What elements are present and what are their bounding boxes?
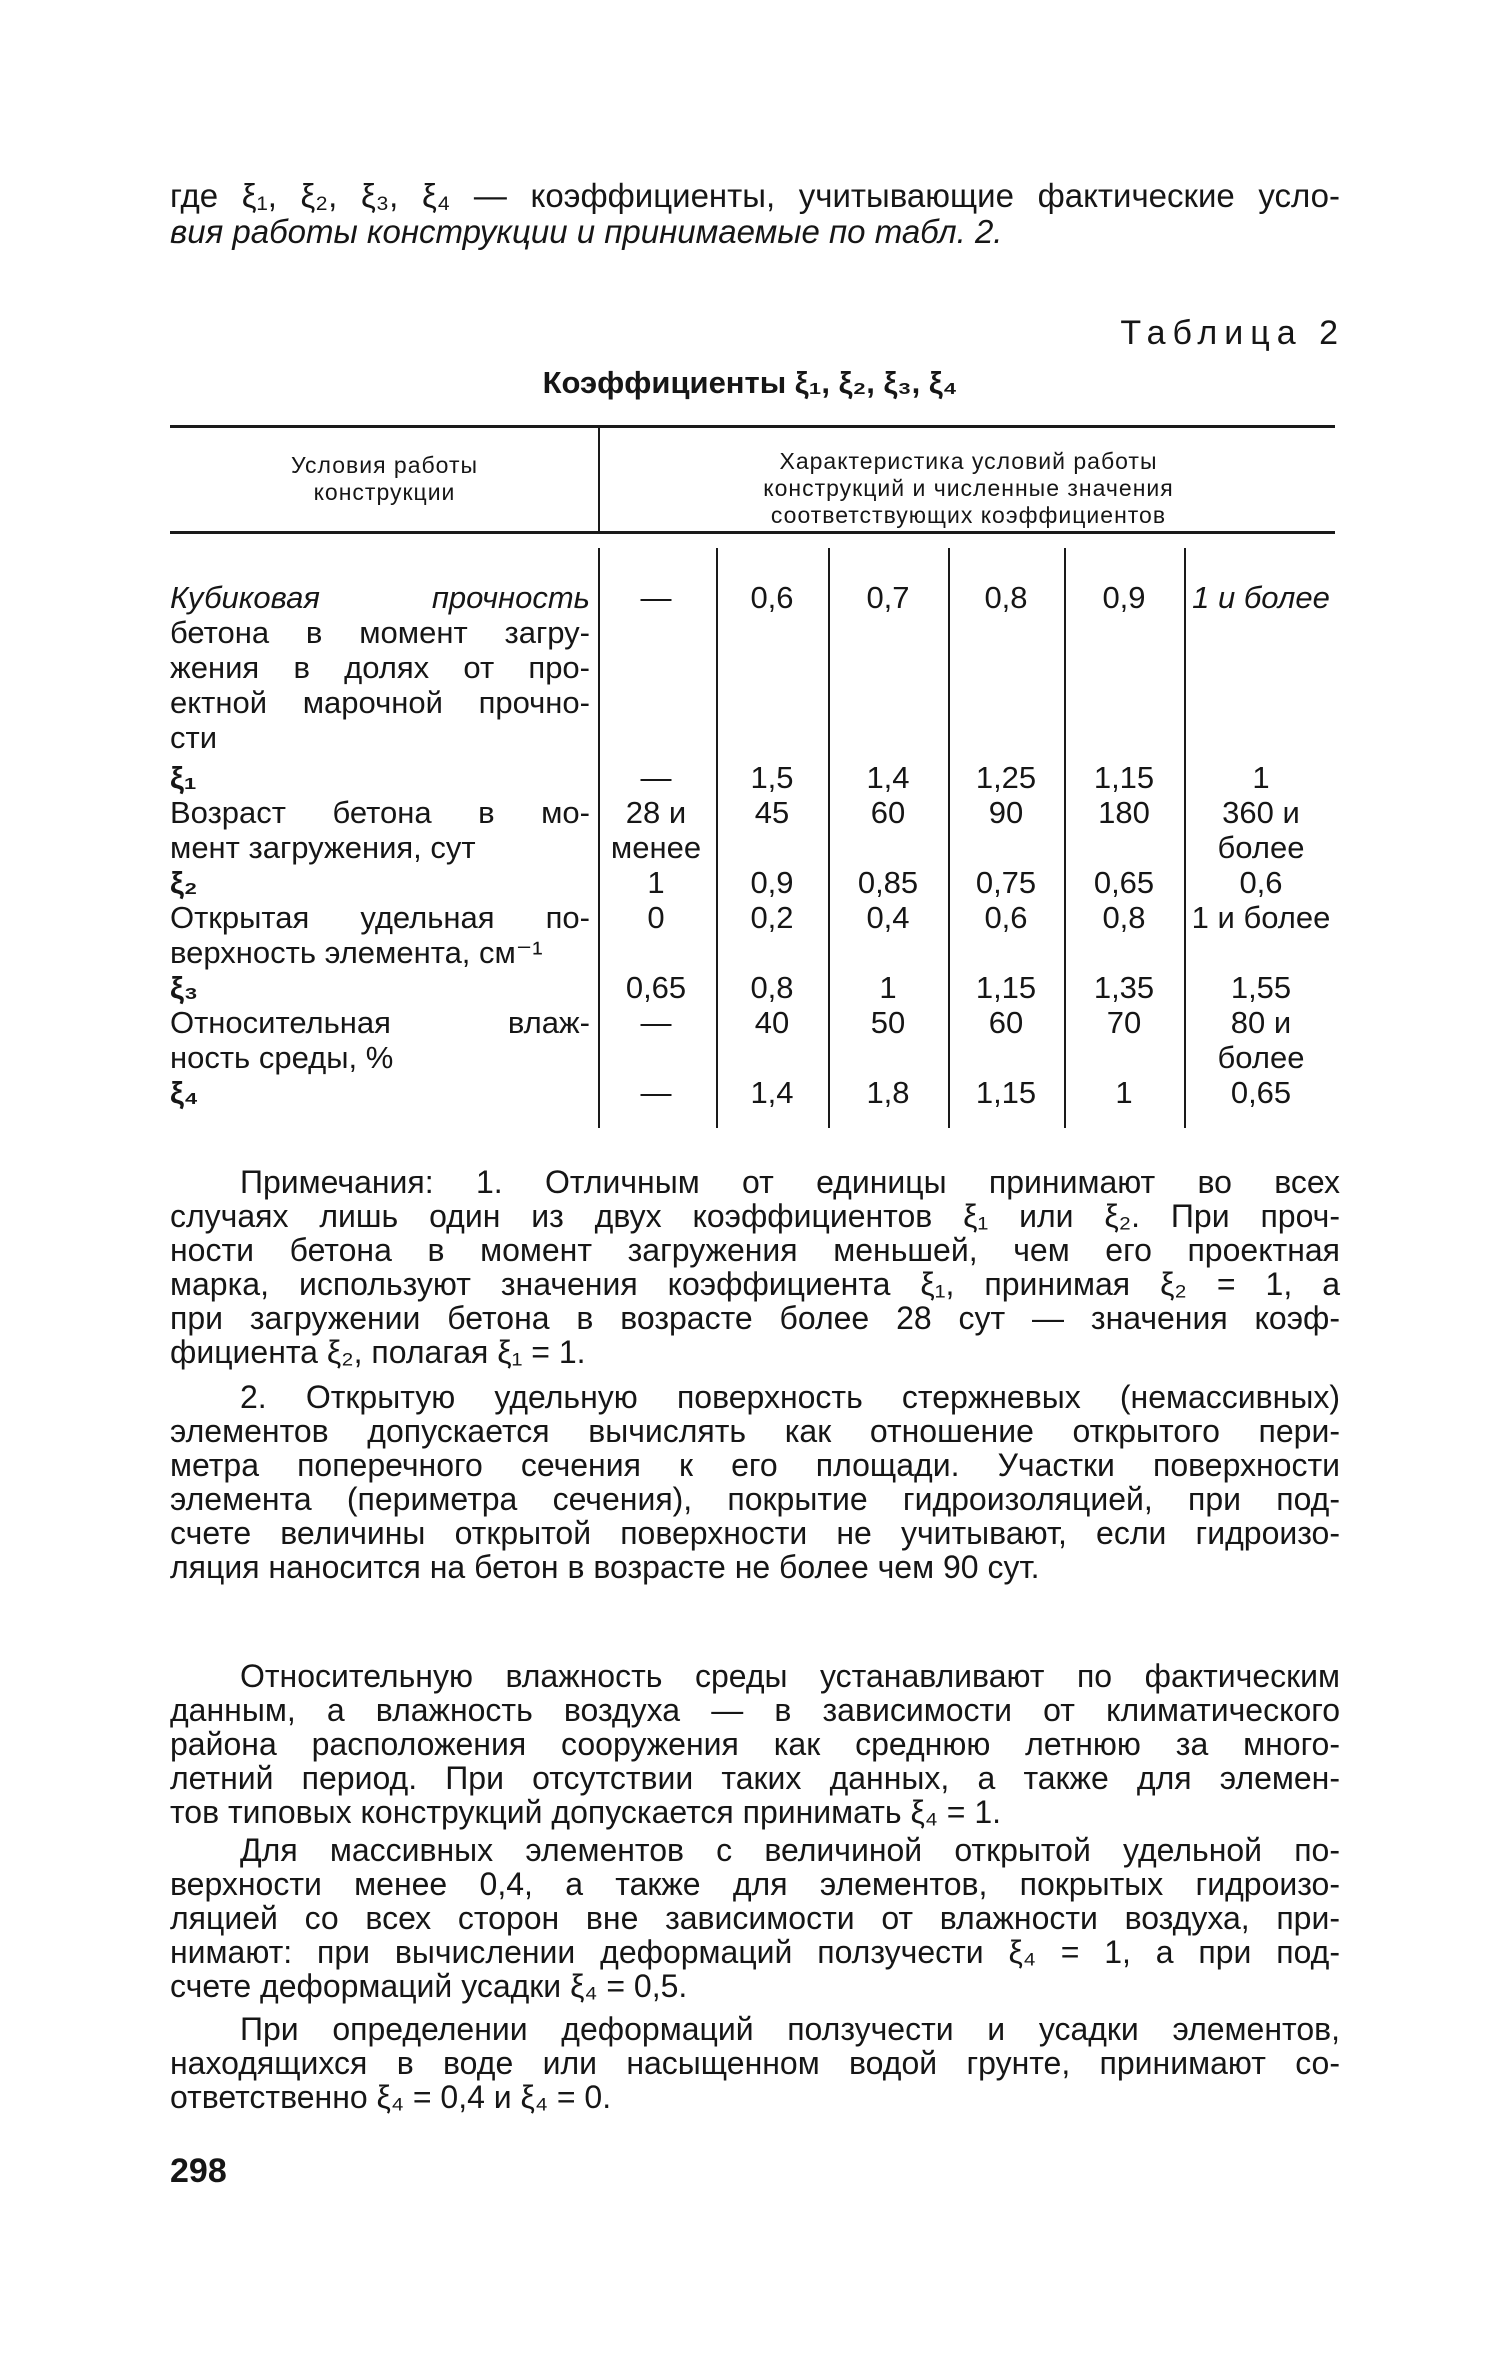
table-cell: 28 и [625,795,687,830]
column-divider-3 [828,548,830,1128]
table-cell: 40 [754,1005,790,1040]
table-cell: 1,55 [1230,970,1292,1005]
note-1-line: марка, используют значения коэффициента ξ₁, принимая ξ₂ = 1, а [170,1266,1340,1302]
table-cell: — [640,580,672,615]
table-cell: 1,15 [1093,760,1155,795]
table-caption: Таблица 2 [1120,314,1345,352]
paragraph-2-line: ляцией со всех сторон вне зависимости от влажности воздуха, при- [170,1900,1340,1936]
table-cell: 0,65 [625,970,687,1005]
table-cell: 80 и [1230,1005,1292,1040]
note-1-line: Примечания: 1. Отличным от единицы принимают во всех [240,1164,1340,1200]
table-cell: 1,5 [750,760,794,795]
page-number: 298 [170,2152,227,2190]
table-cell: 60 [988,1005,1024,1040]
table-cell: 0 [647,900,665,935]
note-2-line: ляция наносится на бетон в возрасте не более чем 90 сут. [170,1549,1040,1585]
table-cell: 1,15 [975,970,1037,1005]
table-cell: 0,65 [1093,865,1155,900]
table-cell: 0,65 [1230,1075,1292,1110]
table-cell: 1 и более [1191,900,1331,935]
note-1-line: ности бетона в момент загружения меньшей, чем его проектная [170,1232,1340,1268]
table-top-rule [170,425,1335,428]
table-cell: 0,7 [866,580,910,615]
header-characteristics [602,448,1335,529]
table-cell: 1,4 [866,760,910,795]
table-cell: более [1217,830,1305,865]
row-label-xi1: ξ₁ [170,760,197,795]
column-divider-4 [948,548,950,1128]
paragraph-2-line: Для массивных элементов с величиной открытой удельной по- [240,1832,1340,1868]
row-label-strength: бетона в момент загру- [170,615,590,650]
header-characteristics-line: конструкций и численные значения [763,475,1174,501]
table-cell: 1 и более [1192,580,1330,615]
paragraph-2-line: счете деформаций усадки ξ₄ = 0,5. [170,1968,688,2004]
table-cell: 0,9 [750,865,794,900]
row-label-xi3: ξ₃ [170,970,199,1005]
table-cell: 180 [1098,795,1150,830]
column-divider-5 [1064,548,1066,1128]
paragraph-1-line: района расположения сооружения как среднюю летнюю за много- [170,1726,1340,1762]
table-cell: 0,6 [1239,865,1283,900]
table-header-rule [170,531,1335,534]
table-cell: 1,4 [750,1075,794,1110]
paragraph-2-line: нимают: при вычислении деформаций ползучести ξ₄ = 1, а при под- [170,1934,1340,1970]
intro-line-1: где ξ₁, ξ₂, ξ₃, ξ₄ — коэффициенты, учитывающие фактические усло- [170,177,1340,214]
table-cell: 1,15 [975,1075,1037,1110]
header-characteristics-line: Характеристика условий работы [779,448,1158,474]
note-1-line: случаях лишь один из двух коэффициентов ξ₁ или ξ₂. При проч- [170,1198,1340,1234]
paragraph-3-line: находящихся в воде или насыщенном водой грунте, принимают со- [170,2045,1340,2081]
table-cell: 1,35 [1093,970,1155,1005]
table-cell: — [640,1005,672,1040]
table-cell: 1 [1115,1075,1133,1110]
note-2-line: метра поперечного сечения к его площади. Участки поверхности [170,1447,1340,1483]
paragraph-1-line: летний период. При отсутствии таких данных, а также для элемен- [170,1760,1340,1796]
table-cell: 360 и [1222,795,1300,830]
table-cell: 0,4 [866,900,910,935]
paragraph-3-line: ответственно ξ₄ = 0,4 и ξ₄ = 0. [170,2079,612,2115]
header-characteristics-line: соответствующих коэффициентов [770,502,1167,528]
paragraph-3-line: При определении деформаций ползучести и усадки элементов, [240,2011,1340,2047]
table-cell: — [640,760,672,795]
paragraph-1-line: Относительную влажность среды устанавливают по фактическим [240,1658,1340,1694]
row-label-strength: Кубиковая прочность [170,580,590,615]
table-cell: 0,6 [750,580,794,615]
row-label-surface: Открытая удельная по- [170,900,590,935]
table-cell: менее [610,830,702,865]
table-cell: 0,8 [984,580,1028,615]
intro-line-2: вия работы конструкции и принимаемые по табл. 2. [170,213,1003,250]
row-label-strength: сти [170,720,218,755]
table-cell: — [640,1075,672,1110]
row-label-age: Возраст бетона в мо- [170,795,590,830]
table-cell: 1 [1252,760,1270,795]
row-label-age: мент загружения, сут [170,830,476,865]
table-cell: 45 [754,795,790,830]
note-2-line: 2. Открытую удельную поверхность стержневых (немассивных) [240,1379,1340,1415]
paragraph-1-line: данным, а влажность воздуха — в зависимости от климатического [170,1692,1340,1728]
note-1-line: при загружении бетона в возрасте более 28 сут — значения коэф- [170,1300,1340,1336]
row-label-xi4: ξ₄ [170,1075,199,1110]
table-cell: более [1217,1040,1305,1075]
table-cell: 0,6 [984,900,1028,935]
header-conditions-line: конструкции [313,479,456,505]
table-cell: 1,25 [975,760,1037,795]
table-cell: 0,2 [750,900,794,935]
table-cell: 90 [988,795,1024,830]
table-cell: 0,75 [975,865,1037,900]
row-label-surface: верхность элемента, см⁻¹ [170,935,543,970]
note-2-line: элемента (периметра сечения), покрытие гидроизоляцией, при под- [170,1481,1340,1517]
row-label-strength: ектной марочной прочно- [170,685,590,720]
row-label-humidity: ность среды, % [170,1040,394,1075]
table-cell: 1 [879,970,897,1005]
table-cell: 0,8 [750,970,794,1005]
table-cell: 1,8 [866,1075,910,1110]
table-cell: 50 [870,1005,906,1040]
table-cell: 0,8 [1102,900,1146,935]
table-cell: 60 [870,795,906,830]
paragraph-1-line: тов типовых конструкций допускается принимать ξ₄ = 1. [170,1794,1002,1830]
row-label-humidity: Относительная влаж- [170,1005,590,1040]
row-label-xi2: ξ₂ [170,865,198,900]
table-cell: 0,9 [1102,580,1146,615]
header-divider [598,428,600,533]
note-2-line: счете величины открытой поверхности не учитывают, если гидроизо- [170,1515,1340,1551]
header-conditions-line: Условия работы [290,452,479,478]
table-title: Коэффициенты ξ₁, ξ₂, ξ₃, ξ₄ [542,365,958,400]
table-cell: 1 [647,865,665,900]
note-1-line: фициента ξ₂, полагая ξ₁ = 1. [170,1334,586,1370]
table-cell: 0,85 [857,865,919,900]
row-label-strength: жения в долях от про- [170,650,590,685]
column-divider-2 [716,548,718,1128]
header-conditions [172,452,597,506]
table-cell: 70 [1106,1005,1142,1040]
paragraph-2-line: верхности менее 0,4, а также для элементов, покрытых гидроизо- [170,1866,1340,1902]
note-2-line: элементов допускается вычислять как отношение открытого пери- [170,1413,1340,1449]
